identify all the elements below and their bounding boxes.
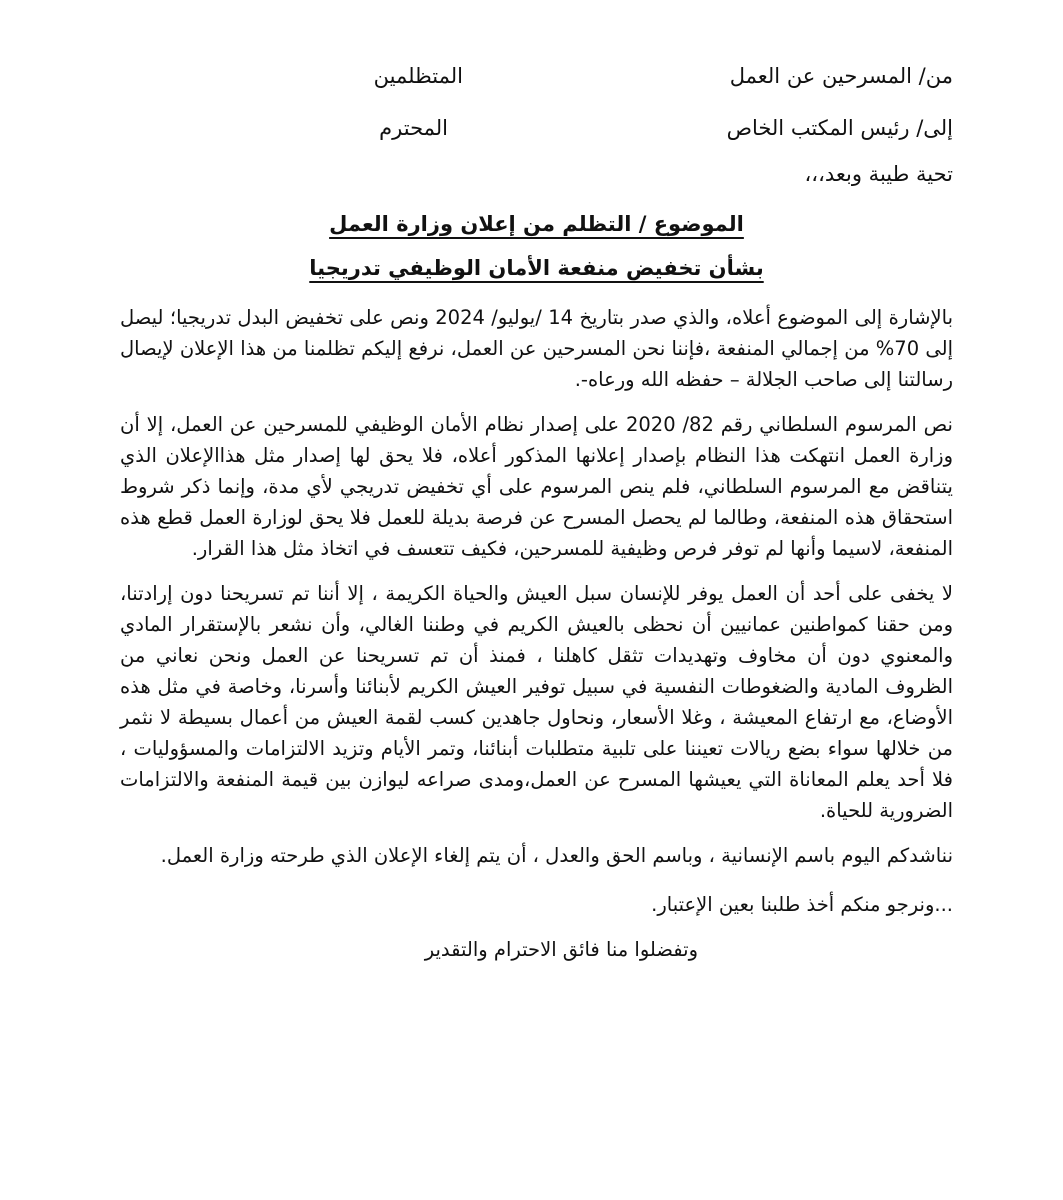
from-line (120, 50, 953, 102)
paragraph-hardship: لا يخفى على أحد أن العمل يوفر للإنسان سبل العيش والحياة الكريمة ، إلا أننا تم تسريحنا دون إرادتنا، ومن حقنا كمواطنين عمانيين أن نحظى بالعيش الكريم في وطننا الغالي، وأن نشعر بالإستقرار المادي والمعنوي دون أن مخاوف وتهديدات تثقل كاهلنا ، فمنذ أن تم تسريحنا عن العمل ونحن نعاني من الظروف المادية والضغوطات النفسية في سبيل توفير العيش الكريم لأبنائنا وأسرنا، وخاصة في مثل هذه الأوضاع، مع ارتفاع المعيشة ، وغلا الأسعار، ونحاول جاهدين كسب لقمة العيش من أعمال بسيطة لا نثمر من خلالها سواء بضع ريالات تعيننا على تلبية متطلبات أبنائنا، وتمر الأيام وتزيد الالتزامات والمسؤوليات ، فلا أحد يعلم المعاناة التي يعيشها المسرح عن العمل،ومدى صراعه ليوازن بين قيمة المنفعة والالتزامات الضرورية للحياة. (120, 582, 953, 822)
paragraph-reference: بالإشارة إلى الموضوع أعلاه، والذي صدر بتاريخ 14 /يوليو/ 2024 ونص على تخفيض البدل تدريجيا؛ ليصل إلى 70% من إجمالي المنفعة ،فإننا نحن المسرحين عن العمل، نرفع إليكم تظلمنا من هذا الإعلان لإيصال رسالتنا إلى صاحب الجلالة – حفظه الله ورعاه-. (120, 306, 953, 391)
subject-subtitle: بشأن تخفيض منفعة الأمان الوظيفي تدريجيا (309, 256, 764, 280)
subject-title: الموضوع / التظلم من إعلان وزارة العمل (329, 212, 744, 236)
closing-regards: وتفضلوا منا فائق الاحترام والتقدير (424, 938, 698, 961)
paragraph-appeal: نناشدكم اليوم باسم الإنسانية ، وباسم الحق والعدل ، أن يتم إلغاء الإعلان الذي طرحته وزارة العمل. (160, 844, 953, 867)
to-line (120, 102, 953, 154)
to-label: إلى/ رئيس المكتب الخاص (726, 116, 953, 140)
to-trail: المحترم (379, 116, 448, 140)
paragraph-decree: نص المرسوم السلطاني رقم 82/ 2020 على إصدار نظام الأمان الوظيفي للمسرحين عن العمل، إلا أن وزارة العمل انتهكت هذا النظام بإصدار إعلانها المذكور أعلاه، فلا يحق لها إصدار مثل هذاالإعلان الذي يتناقض مع المرسوم السلطاني، فلم ينص المرسوم على أي تخفيض تدريجي لأي مدة، وإنما ذكر شروط استحقاق هذه المنفعة، وطالما لم يحصل المسرح عن فرصة بديلة للعمل فلا يحق لوزارة العمل قطع هذه المنفعة، لاسيما وأنها لم توفر فرص وظيفية للمسرحين، فكيف تتعسف في اتخاذ مثل هذا القرار. (120, 413, 953, 560)
greeting: تحية طيبة وبعد،،، (804, 162, 953, 186)
from-label: من/ المسرحين عن العمل (729, 64, 953, 88)
from-trail: المتظلمين (373, 64, 463, 88)
closing-request: ...ونرجو منكم أخذ طلبنا بعين الإعتبار. (651, 893, 953, 916)
